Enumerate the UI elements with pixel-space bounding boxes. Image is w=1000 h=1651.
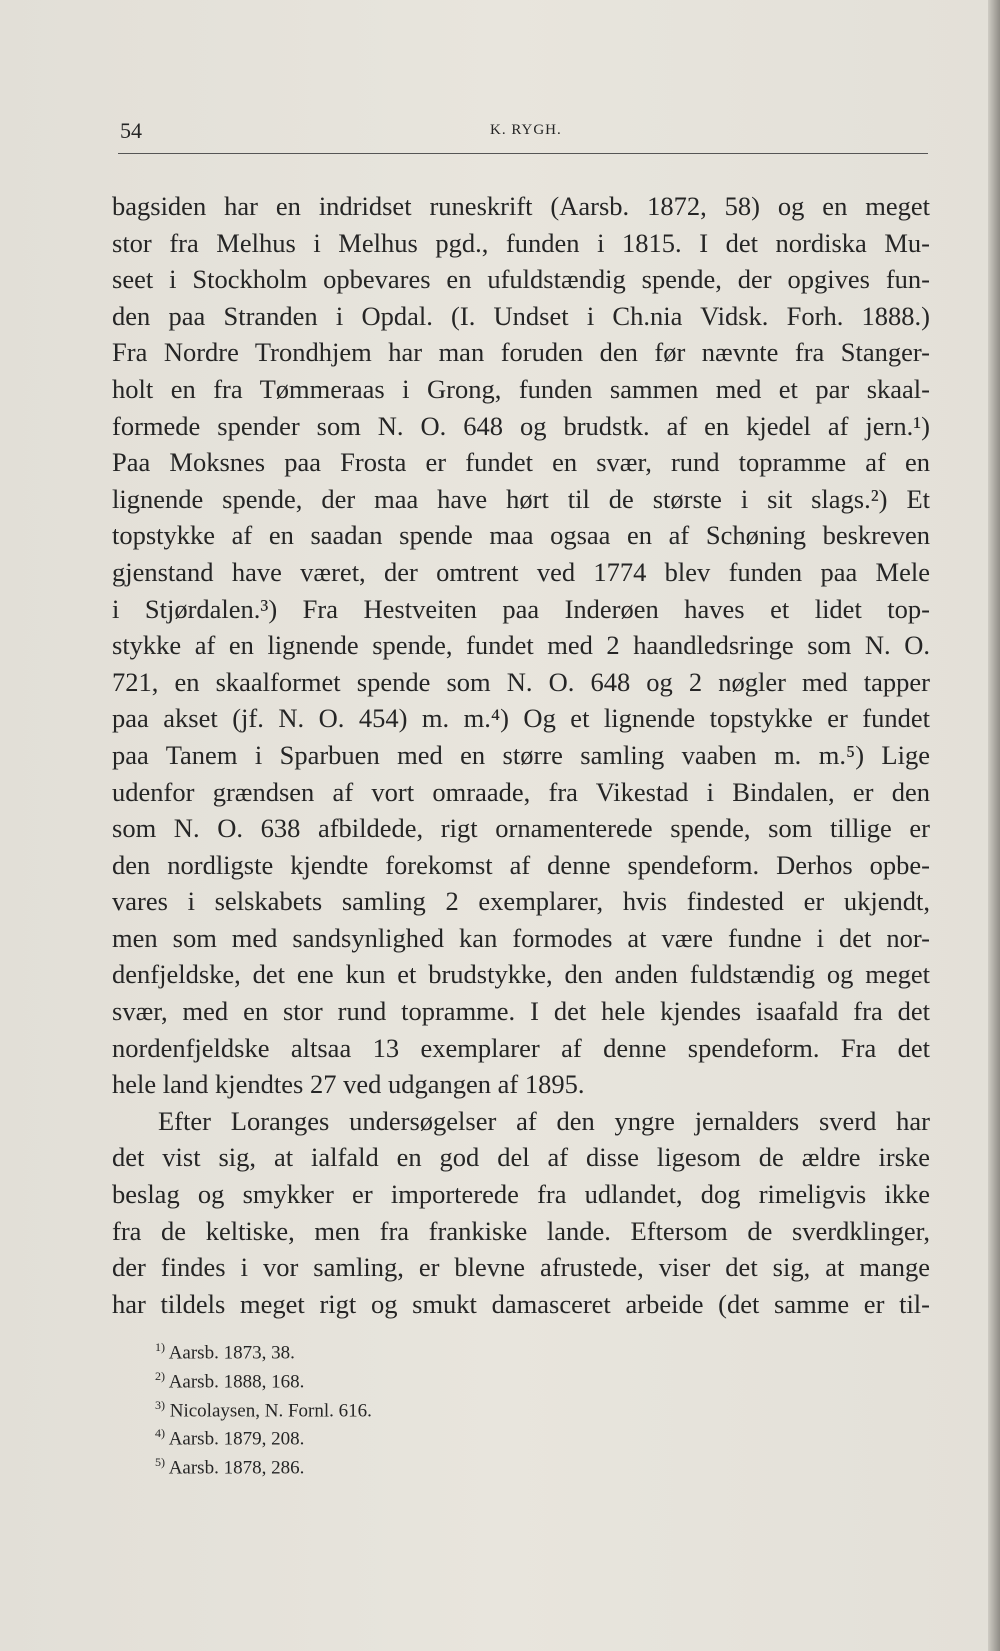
text-line: Paa Moksnes paa Frosta er fundet en svær, rund topramme af en bbox=[112, 447, 930, 478]
text-line: topstykke af en saadan spende maa ogsaa en af Schøning beskreven bbox=[112, 520, 930, 551]
page-header bbox=[120, 118, 925, 148]
text-line: lignende spende, der maa have hørt til de største i sit slags.²) Et bbox=[112, 483, 930, 514]
text-line: formede spender som N. O. 648 og brudstk. af en kjedel af jern.¹) bbox=[112, 410, 930, 441]
text-line: hele land kjendtes 27 ved udgangen af 1895. bbox=[112, 1069, 585, 1100]
footnote bbox=[155, 1336, 555, 1365]
running-head: K. RYGH. bbox=[490, 122, 562, 138]
footnote-text: Aarsb. 1873, 38. bbox=[168, 1342, 295, 1364]
text-line: fra de keltiske, men fra frankiske lande. Eftersom de sverdklinger, bbox=[112, 1215, 930, 1246]
text-line: det vist sig, at ialfald en god del af disse ligesom de ældre irske bbox=[112, 1142, 930, 1173]
text-line: udenfor grændsen af vort omraade, fra Vikestad i Bindalen, er den bbox=[112, 776, 930, 807]
text-line: beslag og smykker er importerede fra udlandet, dog rimeligvis ikke bbox=[112, 1179, 930, 1210]
footnote-text: Nicolaysen, N. Fornl. 616. bbox=[169, 1399, 372, 1421]
text-line: seet i Stockholm opbevares en ufuldstændig spende, der opgives fun- bbox=[112, 264, 930, 295]
footnote-mark: 2) bbox=[155, 1368, 165, 1383]
text-line: nordenfjeldske altsaa 13 exemplarer af denne spendeform. Fra det bbox=[112, 1032, 930, 1063]
text-line: paa Tanem i Sparbuen med en større samling vaaben m. m.⁵) Lige bbox=[112, 739, 930, 770]
text-line: bagsiden har en indridset runeskrift (Aarsb. 1872, 58) og en meget bbox=[112, 191, 930, 221]
page-edge-shadow bbox=[988, 0, 1000, 1651]
text-line: men som med sandsynlighed kan formodes at være fundne i det nor- bbox=[112, 922, 930, 953]
text-line: i Stjørdalen.³) Fra Hestveiten paa Inderøen haves et lidet top- bbox=[112, 593, 930, 624]
header-rule bbox=[118, 153, 928, 154]
footnote bbox=[155, 1451, 555, 1480]
footnote-text: Aarsb. 1878, 286. bbox=[168, 1457, 305, 1479]
footnote-text: Aarsb. 1879, 208. bbox=[168, 1428, 305, 1450]
text-line: Fra Nordre Trondhjem har man foruden den før nævnte fra Stanger- bbox=[112, 337, 930, 368]
footnote-mark: 1) bbox=[155, 1340, 165, 1354]
text-line: Efter Loranges undersøgelser af den yngre jernalders sverd har bbox=[158, 1105, 930, 1136]
footnotes bbox=[155, 1336, 555, 1480]
footnote bbox=[155, 1365, 555, 1394]
text-line: denfjeldske, det ene kun et brudstykke, den anden fuldstændig og meget bbox=[112, 959, 930, 990]
text-line: svær, med en stor rund topramme. I det hele kjendes isaafald fra det bbox=[112, 996, 930, 1027]
body-text bbox=[112, 188, 930, 1322]
footnote-text: Aarsb. 1888, 168. bbox=[168, 1371, 305, 1393]
text-line: der findes i vor samling, er blevne afrustede, viser det sig, at mange bbox=[112, 1252, 930, 1283]
footnote-mark: 5) bbox=[155, 1455, 165, 1470]
text-line: vares i selskabets samling 2 exemplarer, hvis findested er ukjendt, bbox=[112, 886, 930, 917]
footnote bbox=[155, 1394, 555, 1423]
page-number: 54 bbox=[120, 118, 142, 143]
text-line: 721, en skaalformet spende som N. O. 648 og 2 nøgler med tapper bbox=[112, 666, 930, 697]
footnote-mark: 4) bbox=[155, 1426, 165, 1441]
text-line: stykke af en lignende spende, fundet med 2 haandledsringe som N. O. bbox=[112, 630, 930, 661]
text-line: den paa Stranden i Opdal. (I. Undset i Ch.nia Vidsk. Forh. 1888.) bbox=[112, 300, 930, 331]
text-line: holt en fra Tømmeraas i Grong, funden sammen med et par skaal- bbox=[112, 373, 930, 404]
footnote bbox=[155, 1422, 555, 1451]
text-line: har tildels meget rigt og smukt damasceret arbeide (det samme er til- bbox=[112, 1288, 930, 1319]
text-line: den nordligste kjendte forekomst af denne spendeform. Derhos opbe- bbox=[112, 849, 930, 880]
text-line: som N. O. 638 afbildede, rigt ornamenterede spende, som tillige er bbox=[112, 813, 930, 844]
text-line: stor fra Melhus i Melhus pgd., funden i 1815. I det nordiska Mu- bbox=[112, 227, 930, 258]
text-line: paa akset (jf. N. O. 454) m. m.⁴) Og et lignende topstykke er fundet bbox=[112, 703, 930, 734]
text-line: gjenstand have været, der omtrent ved 1774 blev funden paa Mele bbox=[112, 556, 930, 587]
footnote-mark: 3) bbox=[155, 1397, 165, 1412]
